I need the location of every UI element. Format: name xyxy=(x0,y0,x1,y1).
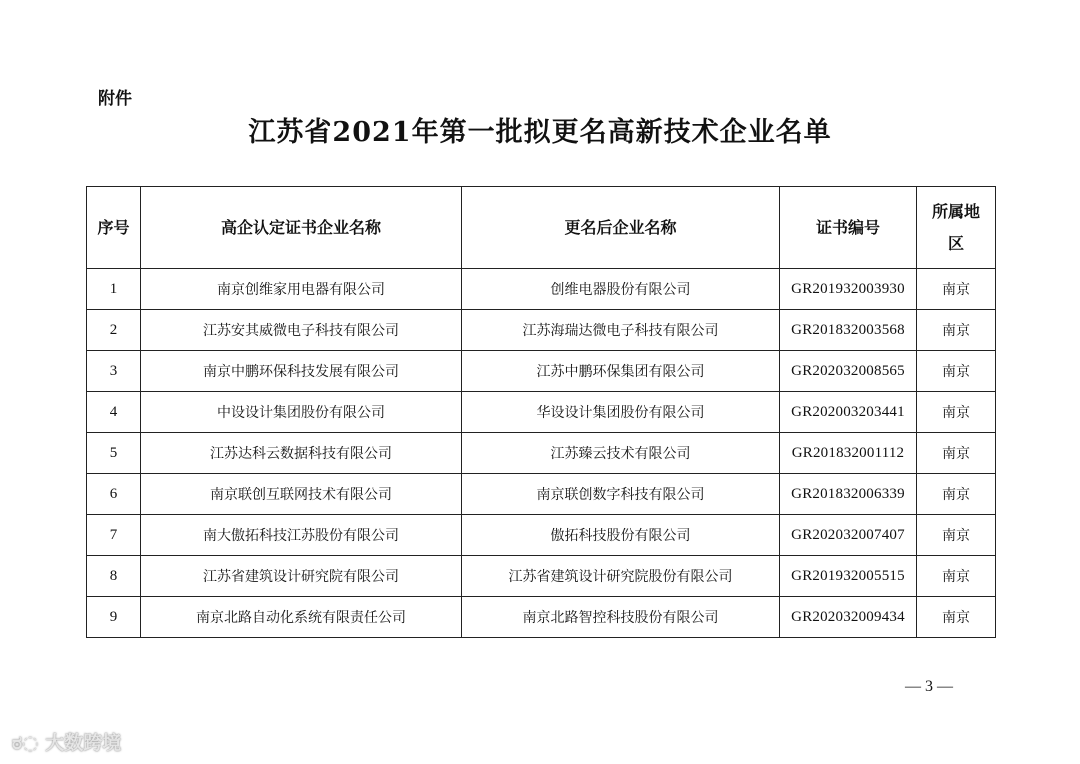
region-cell: 南京 xyxy=(917,269,996,310)
region-cell: 南京 xyxy=(917,351,996,392)
table-row xyxy=(87,556,996,597)
watermark xyxy=(12,728,121,755)
serial-cell: 2 xyxy=(87,310,141,351)
region-cell: 南京 xyxy=(917,433,996,474)
region-cell: 南京 xyxy=(917,515,996,556)
certificate-number-cell: GR202003203441 xyxy=(780,392,917,433)
serial-cell: 9 xyxy=(87,597,141,638)
certificate-number-cell: GR201832006339 xyxy=(780,474,917,515)
original-name-cell: 南大傲拓科技江苏股份有限公司 xyxy=(141,515,462,556)
table-row xyxy=(87,515,996,556)
table-row xyxy=(87,269,996,310)
new-name-cell: 江苏中鹏环保集团有限公司 xyxy=(462,351,780,392)
serial-cell: 6 xyxy=(87,474,141,515)
serial-cell: 5 xyxy=(87,433,141,474)
company-rename-table xyxy=(86,186,996,638)
col-header-serial: 序号 xyxy=(87,187,141,269)
certificate-number-cell: GR201832003568 xyxy=(780,310,917,351)
original-name-cell: 南京北路自动化系统有限责任公司 xyxy=(141,597,462,638)
certificate-number-cell: GR202032009434 xyxy=(780,597,917,638)
table-header-row xyxy=(87,187,996,269)
new-name-cell: 南京联创数字科技有限公司 xyxy=(462,474,780,515)
region-cell: 南京 xyxy=(917,474,996,515)
new-name-cell: 华设设计集团股份有限公司 xyxy=(462,392,780,433)
new-name-cell: 南京北路智控科技股份有限公司 xyxy=(462,597,780,638)
new-name-cell: 创维电器股份有限公司 xyxy=(462,269,780,310)
region-cell: 南京 xyxy=(917,597,996,638)
certificate-number-cell: GR201932003930 xyxy=(780,269,917,310)
table-row xyxy=(87,474,996,515)
table-row xyxy=(87,351,996,392)
certificate-number-cell: GR202032007407 xyxy=(780,515,917,556)
col-header-region: 所属地区 xyxy=(917,187,996,269)
watermark-text: 大数跨境 xyxy=(45,732,122,754)
serial-cell: 3 xyxy=(87,351,141,392)
certificate-number-cell: GR202032008565 xyxy=(780,351,917,392)
table-row xyxy=(87,597,996,638)
table-row xyxy=(87,310,996,351)
original-name-cell: 南京中鹏环保科技发展有限公司 xyxy=(141,351,462,392)
original-name-cell: 江苏达科云数据科技有限公司 xyxy=(141,433,462,474)
new-name-cell: 傲拓科技股份有限公司 xyxy=(462,515,780,556)
certificate-number-cell: GR201832001112 xyxy=(780,433,917,474)
new-name-cell: 江苏省建筑设计研究院股份有限公司 xyxy=(462,556,780,597)
certificate-number-cell: GR201932005515 xyxy=(780,556,917,597)
region-cell: 南京 xyxy=(917,556,996,597)
table-row xyxy=(87,433,996,474)
serial-cell: 1 xyxy=(87,269,141,310)
original-name-cell: 江苏省建筑设计研究院有限公司 xyxy=(141,556,462,597)
original-name-cell: 中设设计集团股份有限公司 xyxy=(141,392,462,433)
document-title: 江苏省2021年第一批拟更名高新技术企业名单 xyxy=(248,117,832,148)
page-number: — 3 — xyxy=(905,678,953,695)
col-header-original-name: 高企认定证书企业名称 xyxy=(141,187,462,269)
original-name-cell: 江苏安其威微电子科技有限公司 xyxy=(141,310,462,351)
new-name-cell: 江苏臻云技术有限公司 xyxy=(462,433,780,474)
watermark-logo-icon: ಠ◌ xyxy=(12,732,39,754)
region-cell: 南京 xyxy=(917,310,996,351)
table-row xyxy=(87,392,996,433)
new-name-cell: 江苏海瑞达微电子科技有限公司 xyxy=(462,310,780,351)
col-header-certificate-number: 证书编号 xyxy=(780,187,917,269)
serial-cell: 7 xyxy=(87,515,141,556)
original-name-cell: 南京创维家用电器有限公司 xyxy=(141,269,462,310)
attachment-label: 附件 xyxy=(98,89,132,109)
original-name-cell: 南京联创互联网技术有限公司 xyxy=(141,474,462,515)
region-cell: 南京 xyxy=(917,392,996,433)
serial-cell: 4 xyxy=(87,392,141,433)
serial-cell: 8 xyxy=(87,556,141,597)
col-header-new-name: 更名后企业名称 xyxy=(462,187,780,269)
